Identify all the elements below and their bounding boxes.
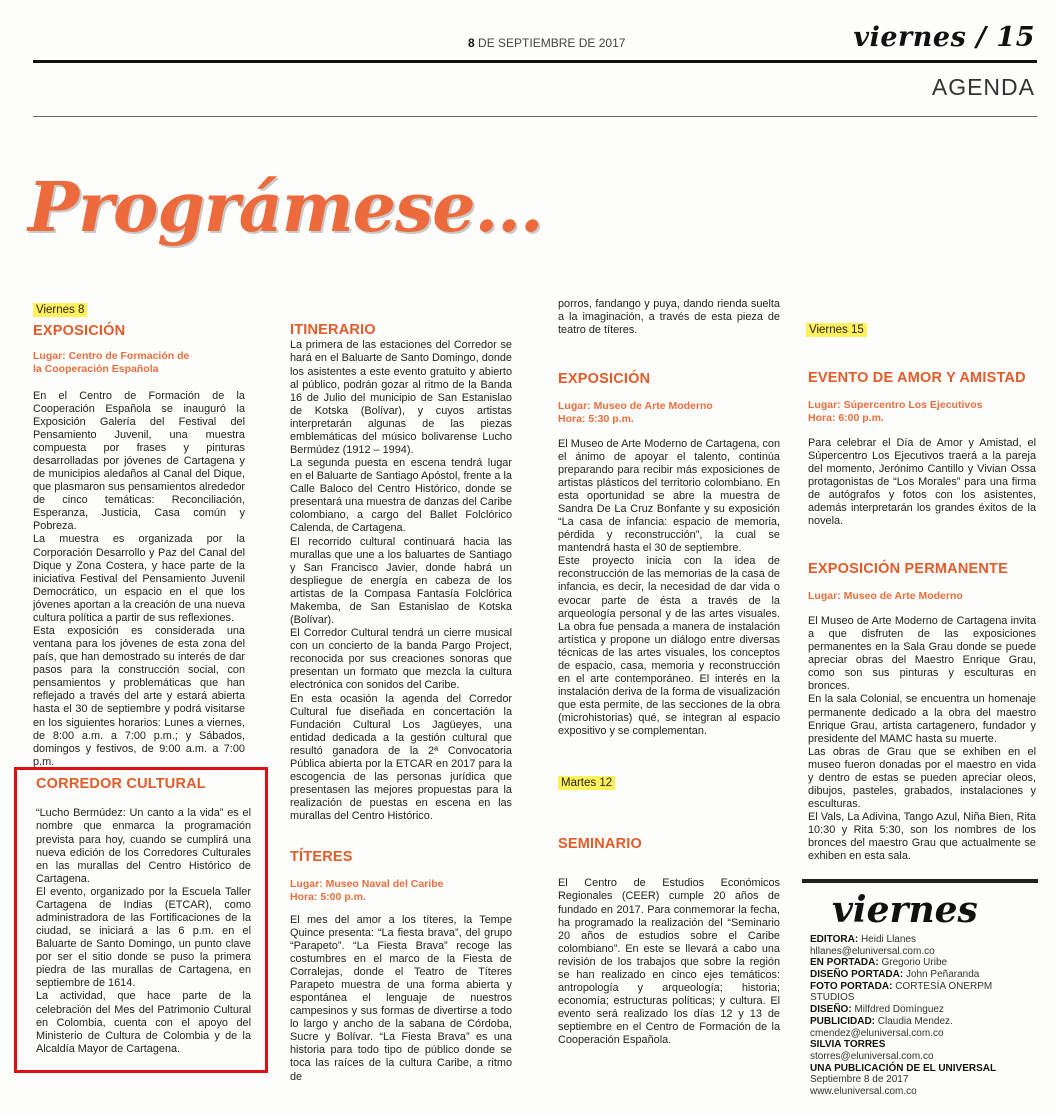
paragraph: Para celebrar el Día de Amor y Amistad, el Súpercentro Los Ejecutivos traerá a la pareja del momento, Jerónimo Cantillo y Vivian Ossa protagonistas de “Los Morales” para una firma de autógrafos y fotos con los asistentes, además interpretarán los grandes éxitos de la novela. <box>808 436 1036 528</box>
col2-titeres <box>290 849 512 1084</box>
time-line: Hora: 6:00 p.m. <box>808 411 884 424</box>
paragraph: La muestra es organizada por la Corporación Desarrollo y Paz del Canal del Dique y Zona Costera, y hace parte de la iniciativa Festival del Pensamiento Juvenil Democrático, un espacio en el que los jóvenes aportan a la creación de una nueva cultura política a partir de sus reflexiones. <box>33 533 245 624</box>
article-body <box>558 877 780 1047</box>
heading-itinerario: ITINERARIO <box>290 322 376 338</box>
credit-line: FOTO PORTADA: CORTESÍA ONERPM STUDIOS <box>810 980 993 1004</box>
day-tag-viernes-15: Viernes 15 <box>806 320 867 338</box>
paragraph: En la sala Colonial, se encuentra un homenaje permanente dedicado a la obra del maestro Enrique Grau, artista cartagenero, fundador y presidente del MAMC hasta su muerte. <box>808 693 1036 745</box>
credit-line: EDITORA: Heidi Llanes <box>810 934 916 945</box>
credit-line: Septiembre 8 de 2017 <box>810 1074 909 1086</box>
heading-exposicion: EXPOSICIÓN <box>33 323 126 339</box>
article-body <box>36 807 251 1055</box>
col2-itinerario <box>290 322 512 823</box>
date-day: 8 <box>468 36 475 50</box>
dateline <box>468 36 625 50</box>
paragraph: La primera de las estaciones del Corredor se hará en el Baluarte de Santo Domingo, donde los asistentes a este evento gratuito y abierto al público, podrán gozar al ritmo de la Banda 16 de Julio del municipio de San Estanislao de Kotska (Bolívar), y cuyos artistas interpretarán algunas de las piezas emblemáticas del músico bolivarense Lucho Bermúdez (1912 – 1994). <box>290 339 512 457</box>
section-title: AGENDA <box>931 74 1035 100</box>
paragraph: El Vals, La Adivina, Tango Azul, Niña Bien, Rita 10:30 y Rita 5:30, son los nombres de los bronces del maestro Grau que actualmente se exhiben en esta sala. <box>808 811 1036 863</box>
credit-line: EN PORTADA: Gregorio Uribe <box>810 957 948 969</box>
paragraph: El Museo de Arte Moderno de Cartagena, con el ánimo de apoyar el talento, continúa preparando para recibir más exposiciones de artistas plásticos del territorio colombiano. En esta oportunidad se abre la muestra de Sandra De La Cruz Bonfante y su exposición “La casa de infancia: espacio de memoria, pérdida y reconstrucción”, la cual se mantendrá hasta el 30 de septiembre. <box>558 437 780 555</box>
article-body <box>808 437 1036 529</box>
location-line: Lugar: Museo de Arte Moderno <box>558 400 713 413</box>
paragraph: El evento, organizado por la Escuela Taller Cartagena de Indias (ETCAR), como administradora de las Fortificaciones de la ciudad, se iniciará a las 6 p.m. en el Baluarte de Santo Domingo, un punto clave por ser el sitio donde se puso la primera piedra de las murallas de Cartagena, en septiembre de 1614. <box>36 885 251 990</box>
credit-line: SILVIA TORRES <box>810 1039 886 1051</box>
paragraph: En esta ocasión la agenda del Corredor Cultural fue diseñada en concertación la Fundación Cultural Los Jagüeyes, una entidad dedicada a la gestión cultural que resultó ganadora de la 2ª Convocatoria Pública abierta por la ETCAR en 2017 para la escogencia de las personas jurídica que presentasen las mejores propuestas para la realización de puestas en escena en las murallas del Centro Histórico. <box>290 692 512 823</box>
location-line: Lugar: Museo de Arte Moderno <box>808 590 963 603</box>
article-body <box>558 438 780 739</box>
paragraph: El mes del amor a los títeres, la Tempe Quince presenta: “La fiesta brava”, del grupo “Parapeto”. “La Fiesta Brava” recoge las costumbres en el marco de la Fiesta de Corralejas, donde el Teatro de Títeres Parapeto muestra de una forma abierta y espontánea el lenguaje de nuestros campesinos y sus formas de divertirse a todo lo largo y ancho de la sabana de Córdoba, Sucre y Bolívar. “La Fiesta Brava” es una historia para todo tipo de público donde se toca las raíces de la cultura Caribe, a ritmo de <box>290 913 512 1083</box>
paragraph: El recorrido cultural continuará hacia las murallas que une a los baluartes de Santiago y San Francisco Javier, donde habrá un despliegue de energía en cabeza de los artistas de la Compasa Fantasía Folclórica Makemba, de San Estanislao de Kotska (Bolívar). <box>290 535 512 627</box>
col3-exposicion <box>558 371 780 738</box>
credit-line: storres@eluniversal.com.co <box>810 1050 934 1062</box>
col4-evento <box>808 370 1036 528</box>
location-line: Lugar: Museo Naval del Caribe <box>290 878 444 891</box>
paragraph: “Lucho Bermúdez: Un canto a la vida” es el nombre que enmarca la programación prevista para hoy, cuando se cumplirá una nueva edición de los Corredores Culturales en las murallas del Centro Histórico de Cartagena. <box>36 807 251 885</box>
date-rest: DE SEPTIEMBRE DE 2017 <box>478 36 626 50</box>
col3-seminario <box>558 836 780 1047</box>
day-tag-martes-12: Martes 12 <box>558 773 615 791</box>
location-line: Lugar: Súpercentro Los Ejecutivos <box>808 399 983 412</box>
col3-continuation <box>558 298 780 337</box>
page-title: Prográmese... <box>28 168 543 248</box>
credit-line: PUBLICIDAD: Claudia Mendez. <box>810 1015 953 1027</box>
day-tag-viernes-8: Viernes 8 <box>33 300 87 318</box>
credit-line: UNA PUBLICACIÓN DE EL UNIVERSAL <box>810 1062 997 1074</box>
page-header: viernes / 15 <box>853 22 1035 53</box>
heading-evento-amor-amistad: EVENTO DE AMOR Y AMISTAD <box>808 370 1026 386</box>
heading-exposicion-museo: EXPOSICIÓN <box>558 371 651 387</box>
credit-line: DISEÑO PORTADA: John Peñaranda <box>810 969 980 981</box>
heading-seminario: SEMINARIO <box>558 836 642 852</box>
paragraph: El Museo de Arte Moderno de Cartagena invita a que disfruten de las exposiciones permanentes en la Sala Grau donde se puede apreciar obras del Maestro Enrique Grau, como son sus pinturas y esculturas en bronces. <box>808 614 1036 693</box>
credit-line: hllanes@eluniversal.com.co <box>810 945 935 957</box>
paragraph: Esta exposición es considerada una ventana para los jóvenes de esta zona del país, que han demostrado su interés de dar pasos para la construcción social, con pensamientos y problemáticas que han reflejado a través del arte y estará abierta hasta el 30 de septiembre y podrá visitarse en los siguientes horarios: Lunes a viernes, de 8:00 a.m. a 7:00 p.m.; y Sábados, domingos y festivos, de 9:00 a.m. a 7:00 p.m. <box>33 624 245 768</box>
masthead-rule <box>802 879 1038 883</box>
credit-line: cmendez@eluniversal.com.co <box>810 1027 944 1039</box>
masthead-credits <box>810 934 1038 1098</box>
time-line: Hora: 5:00 p.m. <box>290 890 366 903</box>
credit-line: www.eluniversal.com.co <box>810 1085 917 1097</box>
paragraph: Las obras de Grau que se exhiben en el museo fueron donadas por el maestro en vida y dentro de estas se pueden apreciar oleos, dibujos, pasteles, grabados, instalaciones y esculturas. <box>808 745 1036 811</box>
paragraph: porros, fandango y puya, dando rienda suelta a la imaginación, a través de esta pieza de teatro de títeres. <box>558 298 780 337</box>
paragraph: La segunda puesta en escena tendrá lugar en el Baluarte de Santiago Apóstol, frente a la Calle Baloco del Centro Histórico, donde se presentará una muestra de danzas del Caribe colombiano, a cargo del Ballet Folclórico Calenda, de Cartagena. <box>290 457 512 535</box>
article-body <box>808 615 1036 863</box>
credit-line: DISEÑO: Milfdred Domínguez <box>810 1004 944 1016</box>
header-rule <box>33 60 1037 63</box>
masthead-logo: viernes <box>832 889 978 931</box>
heading-titeres: TÍTERES <box>290 849 353 865</box>
article-body <box>290 339 512 823</box>
section-rule <box>33 116 1037 117</box>
location-line: Lugar: Centro de Formación de la Cooperación Española <box>33 350 190 375</box>
paragraph: El Corredor Cultural tendrá un cierre musical con un concierto de la banda Pargo Project, reconocida por sus creaciones sonoras que presentan un formato que mezcla la cultura electrónica con sonidos del Caribe. <box>290 627 512 692</box>
paragraph: La actividad, que hace parte de la celebración del Mes del Patrimonio Cultural en Colombia, cuenta con el apoyo del Ministerio de Cultura de Colombia y de la Alcaldía Mayor de Cartagena. <box>36 990 251 1055</box>
heading-corredor-cultural: CORREDOR CULTURAL <box>36 776 206 792</box>
paragraph: El Centro de Estudios Económicos Regionales (CEER) cumple 20 años de fundado en 2017. Para conmemorar la fecha, ha programado la realización del “Seminario 20 años de estudios sobre el Caribe colombiano”. En este se llevará a cabo una revisión de los trabajos que sobre la región se han realizado en cinco ejes temáticos: antropología y arqueología; historia; economía; estructuras políticas; y cultura. El evento será realizado los días 12 y 13 de septiembre en el Centro de Formación de la Cooperación Española. <box>558 877 780 1047</box>
col1-corredor <box>36 776 251 1056</box>
col1-exposicion <box>33 323 245 769</box>
paragraph: Este proyecto inicia con la idea de reconstrucción de las memorias de la casa de infancia, es decir, la necesidad de dar vida o evocar parte de ésta a través de la arqueología personal y de las artes visuales. La obra fue pensada a manera de instalación artística y propone un diálogo entre diversas técnicas de las artes visuales, los conceptos de espacio, casa, memoria y reconstrucción en el arte contemporáneo. El interés en la instalación deriva de la forma de visualización que esta permite, de las secciones de la obra (microhistorias) qué, se integran al espacio expositivo y se complementan. <box>558 555 780 738</box>
heading-exposicion-permanente: EXPOSICIÓN PERMANENTE <box>808 561 1008 577</box>
article-body <box>33 390 245 769</box>
col4-exposicion-permanente <box>808 561 1036 863</box>
time-line: Hora: 5:30 p.m. <box>558 412 634 425</box>
article-body <box>290 914 512 1084</box>
paragraph: En el Centro de Formación de la Cooperación Española se inauguró la Exposición Galería del Festival del Pensamiento Juvenil, una muestra compuesta por frases y pinturas desarrolladas por jóvenes de Cartagena y de municipios aledaños al Canal del Dique, que plasmaron sus pensamientos alrededor de cinco temáticas: Reconciliación, Esperanza, Justicia, Casa común y Pobreza. <box>33 389 245 533</box>
